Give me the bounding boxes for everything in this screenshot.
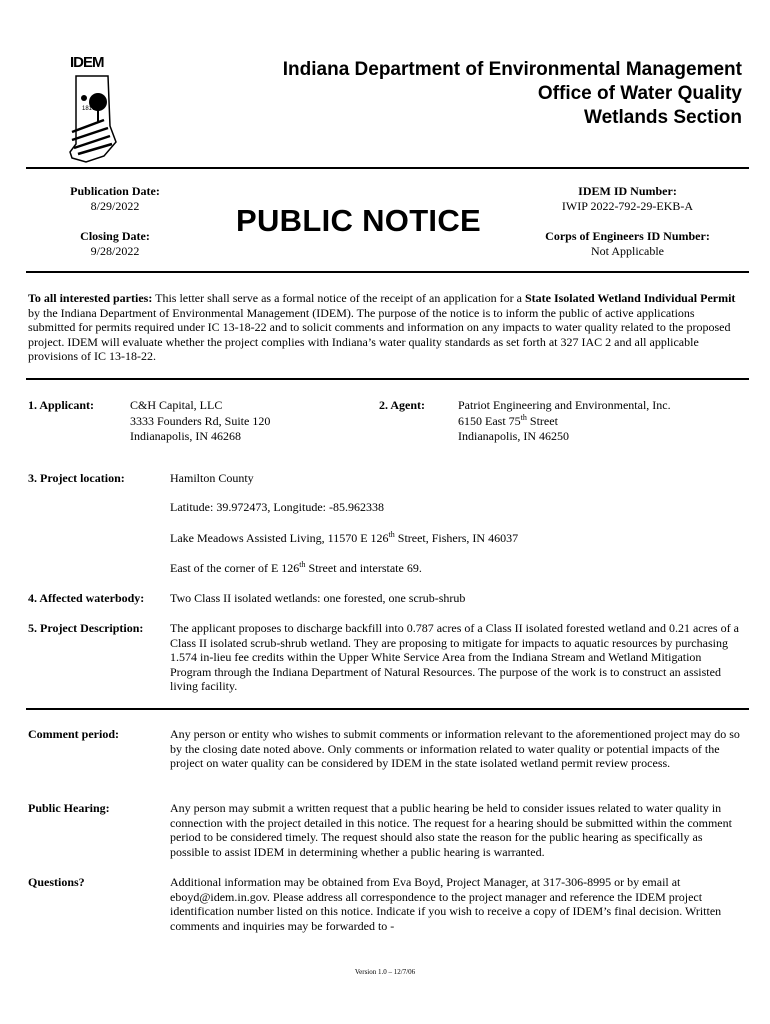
closing-date: 9/28/2022	[90, 244, 140, 258]
agent-label: 2. Agent:	[379, 398, 425, 412]
applicant-label: 1. Applicant:	[28, 398, 95, 412]
permit-type: State Isolated Wetland Individual Permit	[524, 291, 736, 305]
agency-name: Indiana Department of Environmental Management	[282, 59, 742, 80]
directions-text: East of the corner of E 126	[170, 561, 300, 575]
intro-paragraph	[28, 291, 742, 364]
location-address	[170, 531, 518, 546]
office-name: Office of Water Quality	[537, 83, 742, 104]
corps-id-block	[530, 229, 725, 259]
agent-block	[458, 398, 671, 445]
agent-street-text: 6150 East 75	[458, 413, 521, 428]
ordinal-suffix: th	[299, 560, 306, 569]
questions-value: Additional information may be obtained from Eva Boyd, Project Manager, at 317-306-8995 or by email at eboyd@idem.in.gov. Please address all correspondence to the project manager and reference the IDEM project identification number listed on this notice. Indicate if you wish to receive a copy of IDEM’s final decision. Written comments and inquiries may be forwarded to -	[170, 875, 722, 933]
location-county: Hamilton County	[170, 471, 254, 485]
agent-name: Patriot Engineering and Environmental, Inc.	[458, 398, 671, 412]
divider	[26, 271, 749, 273]
corps-id-label: Corps of Engineers ID Number:	[545, 229, 710, 243]
hearing-value: Any person may submit a written request that a public hearing be held to consider issues related to water quality in connection with the project detailed in this notice. The request for a hearing should be submitted within the comment period to be considered timely. The request should also state the reason for the public hearing as specifically as possible to assist IDEM in determining whether a public hearing is warranted.	[170, 801, 732, 859]
publication-block	[40, 184, 190, 214]
applicant-street: 3333 Founders Rd, Suite 120	[130, 413, 271, 428]
version-footer: Version 1.0 – 12/7/06	[354, 968, 416, 976]
description-label: 5. Project Description:	[28, 621, 144, 635]
intro-text: This letter shall serve as a formal notice of the receipt of an application for a	[152, 291, 525, 305]
divider	[26, 708, 749, 710]
logo-caption: 1816	[82, 106, 96, 112]
location-label: 3. Project location:	[28, 471, 125, 485]
divider	[26, 378, 749, 380]
applicant-city: Indianapolis, IN 46268	[130, 429, 241, 443]
corps-id-value: Not Applicable	[591, 244, 664, 258]
ordinal-suffix: th	[520, 412, 527, 422]
idem-id-block	[530, 184, 725, 214]
idem-logo	[64, 54, 130, 166]
agent-city: Indianapolis, IN 46250	[458, 429, 569, 443]
intro-text: by the Indiana Department of Environmental Management (IDEM). The purpose of the notice is to inform the public of active applications submitted for permits required under IC 13-18-22 and to solicit comments and information on any impacts to water quality related to the proposed project. IDEM will evaluate whether the project complies with Indiana’s water quality standards as set forth at 327 IAC 2 and all applicable provisions of IC 13-18-22.	[28, 305, 731, 364]
location-directions	[170, 561, 422, 576]
location-coordinates: Latitude: 39.972473, Longitude: -85.962338	[170, 500, 384, 514]
logo-wordmark: IDEM	[70, 54, 104, 71]
publication-label: Publication Date:	[70, 184, 160, 198]
indiana-state-icon	[64, 54, 130, 166]
hearing-label: Public Hearing:	[28, 801, 110, 815]
applicant-name: C&H Capital, LLC	[130, 398, 223, 412]
applicant-block	[130, 398, 270, 445]
closing-block	[40, 229, 190, 259]
intro-lead: To all interested parties:	[28, 291, 153, 305]
agent-street-text: Street	[526, 413, 558, 428]
address-text: Lake Meadows Assisted Living, 11570 E 126	[170, 531, 389, 545]
agent-street	[458, 414, 671, 430]
idem-id-value: IWIP 2022-792-29-EKB-A	[561, 199, 694, 213]
questions-label: Questions?	[28, 875, 85, 889]
waterbody-label: 4. Affected waterbody:	[28, 591, 145, 605]
divider	[26, 167, 749, 169]
notice-title: PUBLIC NOTICE	[236, 203, 482, 238]
ordinal-suffix: th	[388, 530, 395, 539]
comment-label: Comment period:	[28, 727, 119, 741]
directions-text: Street and interstate 69.	[305, 561, 422, 575]
idem-id-label: IDEM ID Number:	[578, 184, 677, 198]
section-name: Wetlands Section	[583, 107, 742, 128]
closing-label: Closing Date:	[80, 229, 150, 243]
comment-value: Any person or entity who wishes to submit comments or information relevant to the aforementioned project may do so by the closing date noted above. Only comments or information related to water quality or potential impacts of the project on water quality can be considered by IDEM in the state isolated wetland permit review process.	[170, 727, 740, 771]
address-text: Street, Fishers, IN 46037	[394, 531, 519, 545]
description-value: The applicant proposes to discharge backfill into 0.787 acres of a Class II isolated forested wetland and 0.21 acres of a Class II isolated scrub-shrub wetland. They are proposing to mitigate for impacts to aquatic resources by purchasing 1.574 in-lieu fee credits within the Upper White Service Area from the Indiana Stream and Wetland Mitigation Program through the Indiana Department of Natural Resources. The purpose of the work is to construct an assisted living facility.	[170, 621, 739, 694]
waterbody-value: Two Class II isolated wetlands: one forested, one scrub-shrub	[170, 591, 466, 605]
publication-date: 8/29/2022	[90, 199, 140, 213]
